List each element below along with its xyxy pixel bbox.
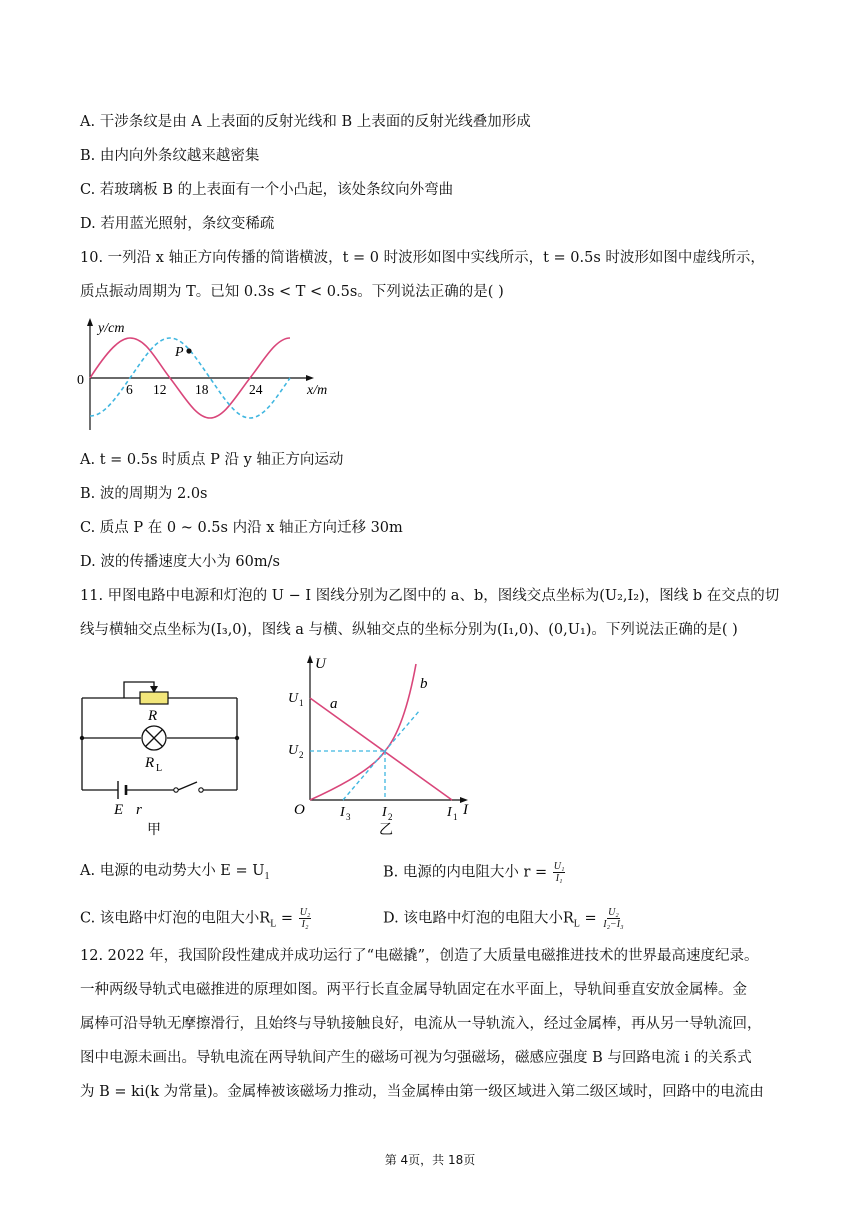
q12-stem-line3: 属棒可沿导轨无摩擦滑行，且始终与导轨接触良好，电流从一导轨流入，经过金属棒，再从另一导轨流回， xyxy=(80,1016,762,1032)
q11-label-e: E xyxy=(114,802,124,818)
q11-graph-caption: 乙 xyxy=(379,823,393,838)
q11-i1-sub: 1 xyxy=(453,812,458,822)
q11-circuit-caption: 甲 xyxy=(147,823,161,838)
q11-curve-b-label: b xyxy=(420,676,428,692)
q11-option-d-fraction: $\frac{\text{U₂}}{\text{I₂−I₃}}$ xyxy=(603,907,624,930)
q10-point-p-label: P xyxy=(175,345,184,360)
q9-option-d: D. 若用蓝光照射，条纹变稀疏 xyxy=(80,216,275,232)
q10-x-label: x/m xyxy=(307,383,328,398)
q11-u2-label: U xyxy=(288,743,299,758)
q11-stem-line1: 11. 甲图电路中电源和灯泡的 U − I 图线分别为乙图中的 a、b，图线交点坐标为(U₂,I₂)，图线 b 在交点的切 xyxy=(80,588,780,604)
q11-option-c: C. 该电路中灯泡的电阻大小$R_L$ = $\frac{\text{U₂}}{\text{I₂}}$ xyxy=(80,907,311,930)
q11-option-c-fraction: $\frac{\text{U₂}}{\text{I₂}}$ xyxy=(299,907,311,930)
q10-option-b: B. 波的周期为 2.0s xyxy=(80,486,208,502)
q11-label-rl: R xyxy=(145,755,155,771)
q10-option-d: D. 波的传播速度大小为 60m/s xyxy=(80,554,280,570)
q11-option-d: D. 该电路中灯泡的电阻大小$R_L$ = $\frac{\text{U₂}}{\text{I₂−I₃}}$ xyxy=(383,907,624,930)
q11-u1-sub: 1 xyxy=(299,698,304,708)
q9-option-b: B. 由内向外条纹越来越密集 xyxy=(80,148,260,164)
q9-option-c: C. 若玻璃板 B 的上表面有一个小凸起，该处条纹向外弯曲 xyxy=(80,182,454,198)
q11-origin-label: O xyxy=(294,802,305,818)
q12-stem-line1: 12. 2022 年，我国阶段性建成并成功运行了“电磁撬”，创造了大质量电磁推进技术的世界最高速度纪录。 xyxy=(80,948,759,964)
q11-u-arrow xyxy=(307,655,313,663)
q11-line-a xyxy=(310,698,452,800)
q11-i-label: I xyxy=(463,802,468,818)
q10-tick-18: 18 xyxy=(195,382,209,397)
q10-y-label: y/cm xyxy=(98,321,125,336)
q10-option-a: A. t = 0.5s 时质点 P 沿 y 轴正方向运动 xyxy=(80,452,344,468)
q10-tick-12: 12 xyxy=(153,382,167,397)
q11-i1-label: I xyxy=(447,805,452,820)
q11-ui-graph xyxy=(280,648,480,838)
q12-stem-line5: 为 B = ki(k 为常量)。金属棒被该磁场力推动，当金属棒由第一级区域进入第二级区域时，回路中的电流由 xyxy=(80,1084,764,1100)
page-footer: 第 4页，共 18页 xyxy=(384,1153,476,1167)
q11-curve-a-label: a xyxy=(330,696,338,712)
q10-wave-figure xyxy=(74,310,344,435)
q10-y-arrow xyxy=(87,318,93,326)
q11-tangent xyxy=(343,710,420,800)
q11-rheostat xyxy=(140,692,168,704)
q10-point-p xyxy=(186,348,191,353)
q10-stem-line1: 10. 一列沿 x 轴正方向传播的简谐横波，t = 0 时波形如图中实线所示，t = 0.5s 时波形如图中虚线所示， xyxy=(80,250,765,266)
q11-label-rl-sub: L xyxy=(156,763,163,774)
q10-option-c: C. 质点 P 在 0 ~ 0.5s 内沿 x 轴正方向迁移 30m xyxy=(80,520,403,536)
q10-tick-24: 24 xyxy=(249,382,263,397)
q12-stem-line2: 一种两级导轨式电磁推进的原理如图。两平行长直金属导轨固定在水平面上，导轨间垂直安放金属棒。金 xyxy=(80,982,747,998)
q11-label-small-r: r xyxy=(136,802,142,818)
q11-u-label: U xyxy=(315,656,326,672)
q11-option-a: A. 电源的电动势大小 $E = U_1$ xyxy=(80,863,270,882)
q10-stem-line2: 质点振动周期为 T。已知 0.3s < T < 0.5s。下列说法正确的是( ) xyxy=(80,284,504,300)
q11-i2-label: I xyxy=(382,805,387,820)
q11-stem-line2: 线与横轴交点坐标为(I₃,0)，图线 a 与横、纵轴交点的坐标分别为(I₁,0)、(0,U₁)。下列说法正确的是( ) xyxy=(80,622,738,638)
q10-tick-6: 6 xyxy=(126,382,133,397)
q11-circuit-figure xyxy=(74,668,249,838)
q11-i2-sub: 2 xyxy=(388,812,393,822)
q11-u2-sub: 2 xyxy=(299,750,304,760)
q11-option-b-fraction: $\frac{\text{U₁}}{\text{I₁}}$ xyxy=(553,861,565,884)
q11-label-r: R xyxy=(148,708,158,724)
q11-u1-label: U xyxy=(288,691,299,706)
q9-option-a: A. 干涉条纹是由 A 上表面的反射光线和 B 上表面的反射光线叠加形成 xyxy=(80,114,531,130)
q12-stem-line4: 图中电源未画出。导轨电流在两导轨间产生的磁场可视为匀强磁场，磁感应强度 B 与回路电流 i 的关系式 xyxy=(80,1050,752,1066)
q11-i3-label: I xyxy=(340,805,345,820)
q11-option-b: B. 电源的内电阻大小 r = $\frac{\text{U₁}}{\text{I₁}}$ xyxy=(383,861,565,884)
q11-curve-b xyxy=(310,664,416,800)
q10-origin-label: 0 xyxy=(77,373,84,388)
q10-x-arrow xyxy=(306,375,314,381)
q11-i3-sub: 3 xyxy=(346,812,351,822)
